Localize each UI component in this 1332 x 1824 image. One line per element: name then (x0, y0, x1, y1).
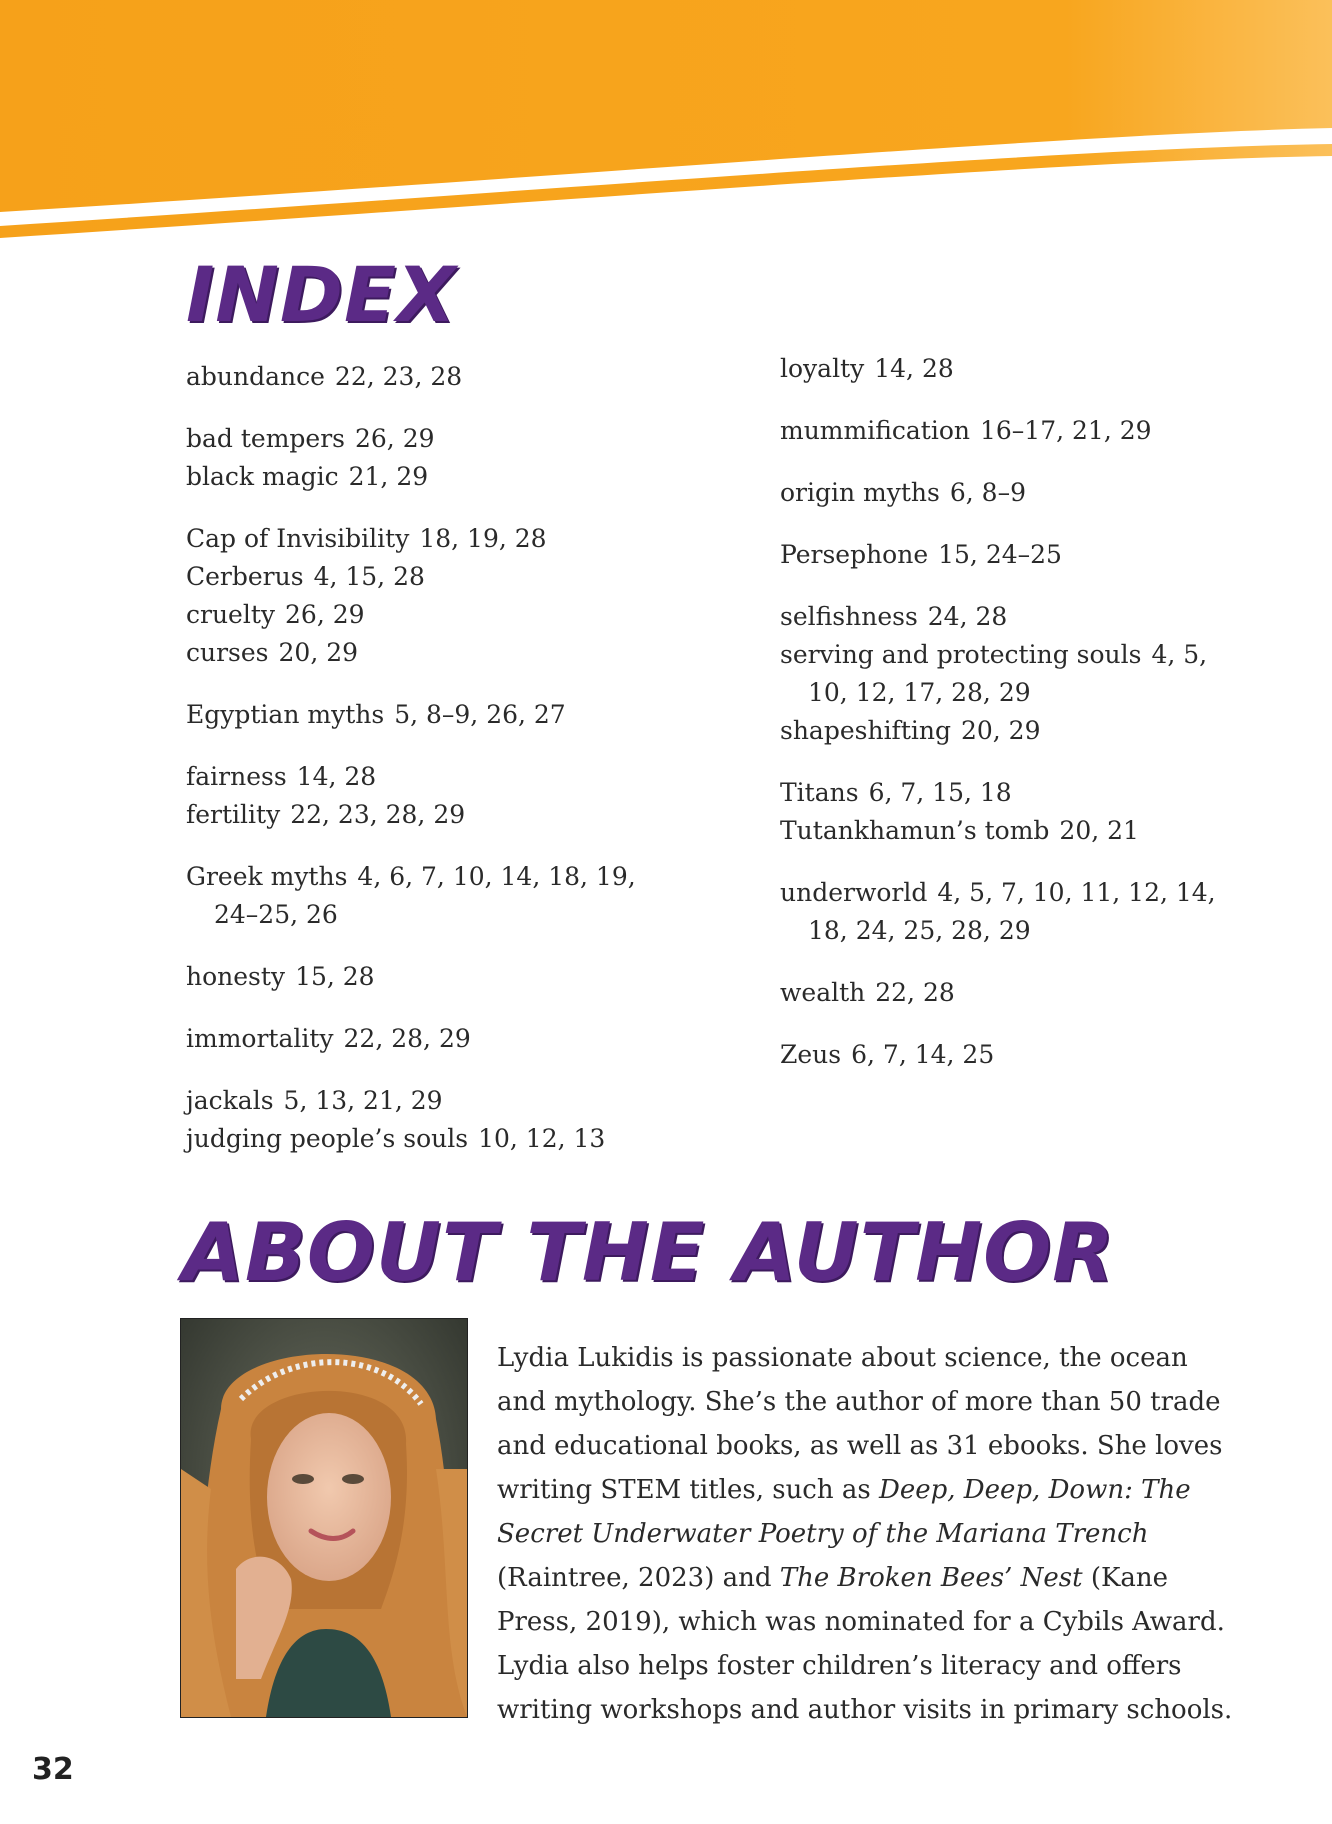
bio-text: Lydia Lukidis is passionate about science, the ocean and mythology. She’s the author of more than 50 trade and educational books, as well as 31 ebooks. She loves writing STEM titles, such as (497, 1343, 1223, 1505)
index-pages: 18, 19, 28 (419, 524, 547, 553)
orange-banner (0, 0, 1332, 260)
index-group (186, 420, 656, 496)
index-entry (186, 420, 656, 458)
index-term: shapeshifting (780, 716, 951, 745)
index-term: jackals (186, 1086, 274, 1115)
index-group (780, 412, 1250, 450)
index-entry (780, 350, 1250, 388)
index-pages: 4, 5, 10, 12, 17, 28, 29 (808, 640, 1208, 707)
index-pages: 15, 28 (295, 962, 375, 991)
index-term: fertility (186, 800, 281, 829)
index-term: cruelty (186, 600, 276, 629)
index-entry (186, 1120, 656, 1158)
index-term: selfishness (780, 602, 918, 631)
author-bio (497, 1336, 1237, 1732)
index-term: Egyptian myths (186, 700, 385, 729)
index-group (186, 1082, 656, 1158)
index-entry (186, 520, 656, 558)
bio-text: (Raintree, 2023) and (497, 1563, 780, 1593)
index-entry (186, 1020, 656, 1058)
index-group (186, 958, 656, 996)
index-entry (186, 634, 656, 672)
index-term: origin myths (780, 478, 940, 507)
index-entry (780, 598, 1250, 636)
index-term: black magic (186, 462, 339, 491)
index-entry (186, 1082, 656, 1120)
index-pages: 20, 21 (1059, 816, 1139, 845)
index-group (186, 358, 656, 396)
index-term: bad tempers (186, 424, 345, 453)
page-number: 32 (32, 1752, 74, 1787)
index-group (186, 1020, 656, 1058)
index-column-right (780, 350, 1250, 1098)
index-term: loyalty (780, 354, 865, 383)
index-group (780, 1036, 1250, 1074)
index-group (780, 350, 1250, 388)
index-group (186, 758, 656, 834)
index-entry (186, 758, 656, 796)
index-pages: 14, 28 (874, 354, 954, 383)
index-group (780, 598, 1250, 750)
index-pages: 22, 23, 28, 29 (290, 800, 466, 829)
index-pages: 14, 28 (296, 762, 377, 791)
index-pages: 5, 8–9, 26, 27 (394, 700, 566, 729)
index-term: Tutankhamun’s tomb (780, 816, 1050, 845)
index-entry (780, 412, 1250, 450)
index-entry (780, 474, 1250, 512)
index-pages: 20, 29 (278, 638, 359, 667)
bio-book-title: Deep, Deep, Down: The Secret Underwater Poetry of the Mariana Trench (497, 1475, 1191, 1549)
index-term: Cap of Invisibility (186, 524, 410, 553)
index-entry (780, 812, 1250, 850)
index-group (186, 696, 656, 734)
index-column-left (186, 358, 656, 1182)
index-pages: 10, 12, 13 (478, 1124, 606, 1153)
index-term: fairness (186, 762, 287, 791)
index-group (186, 858, 656, 934)
index-entry (186, 958, 656, 996)
index-term: honesty (186, 962, 286, 991)
about-author-title: ABOUT THE AUTHOR (182, 1206, 1115, 1299)
index-term: abundance (186, 362, 325, 391)
index-pages: 22, 23, 28 (334, 362, 463, 391)
index-pages: 5, 13, 21, 29 (283, 1086, 443, 1115)
index-pages: 6, 8–9 (949, 478, 1026, 507)
index-term: underworld (780, 878, 928, 907)
index-pages: 26, 29 (285, 600, 365, 629)
index-title: INDEX (186, 250, 457, 339)
index-entry (186, 358, 656, 396)
index-pages: 24, 28 (927, 602, 1008, 631)
index-entry (186, 858, 656, 934)
index-pages: 26, 29 (354, 424, 435, 453)
index-entry (186, 596, 656, 634)
index-group (780, 536, 1250, 574)
index-term: judging people’s souls (186, 1124, 469, 1153)
index-entry (186, 558, 656, 596)
index-pages: 21, 29 (348, 462, 429, 491)
index-term: immortality (186, 1024, 334, 1053)
index-term: Titans (780, 778, 859, 807)
index-term: serving and protecting souls (780, 640, 1142, 669)
index-pages: 4, 6, 7, 10, 14, 18, 19, 24–25, 26 (214, 862, 636, 929)
index-term: Cerberus (186, 562, 304, 591)
index-entry (780, 536, 1250, 574)
index-term: Persephone (780, 540, 929, 569)
index-pages: 4, 5, 7, 10, 11, 12, 14, 18, 24, 25, 28, 29 (808, 878, 1216, 945)
index-entry (780, 774, 1250, 812)
index-entry (780, 636, 1250, 712)
index-pages: 6, 7, 14, 25 (851, 1040, 995, 1069)
index-pages: 4, 15, 28 (313, 562, 425, 591)
author-photo (180, 1318, 468, 1718)
index-entry (780, 874, 1250, 950)
bio-book-title: The Broken Bees’ Nest (779, 1563, 1083, 1593)
index-entry (780, 712, 1250, 750)
index-pages: 16–17, 21, 29 (980, 416, 1152, 445)
index-group (780, 774, 1250, 850)
index-term: mummification (780, 416, 970, 445)
index-term: wealth (780, 978, 866, 1007)
index-group (780, 874, 1250, 950)
index-group (780, 974, 1250, 1012)
index-group (780, 474, 1250, 512)
index-group (186, 520, 656, 672)
index-entry (186, 696, 656, 734)
index-entry (780, 974, 1250, 1012)
index-pages: 6, 7, 15, 18 (868, 778, 1012, 807)
bio-text: (Kane Press, 2019), which was nominated for a Cybils Award. Lydia also helps foster children’s literacy and offers writing workshops and author visits in primary schools. (497, 1563, 1233, 1725)
index-pages: 22, 28, 29 (343, 1024, 471, 1053)
index-term: Greek myths (186, 862, 348, 891)
index-entry (780, 1036, 1250, 1074)
index-entry (186, 796, 656, 834)
index-pages: 15, 24–25 (938, 540, 1062, 569)
index-term: curses (186, 638, 269, 667)
index-pages: 20, 29 (960, 716, 1041, 745)
index-pages: 22, 28 (875, 978, 955, 1007)
index-term: Zeus (780, 1040, 842, 1069)
index-entry (186, 458, 656, 496)
